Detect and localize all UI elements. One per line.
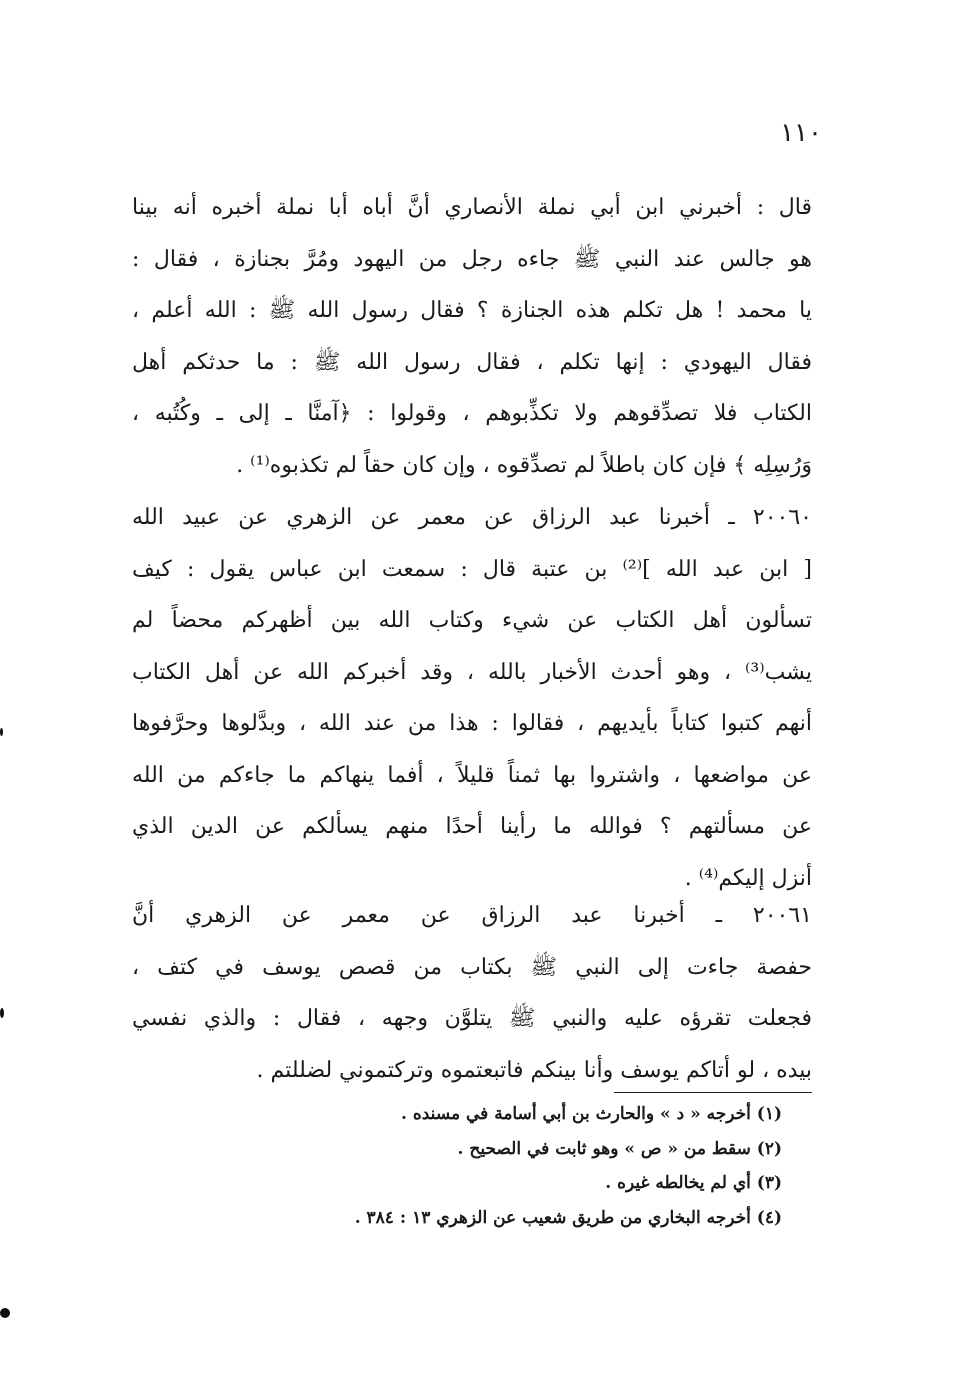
text-line: حفصة جاءت إلى النبي ﷺ بكتاب من قصص يوسف في كتف ،	[132, 954, 812, 980]
scan-speck	[0, 1308, 10, 1318]
text-line: قال : أخبرني ابن أبي نملة الأنصاري أنَّ أباه أبا نملة أخبره أنه بينا	[132, 195, 812, 220]
text-line: يا محمد ! هل تكلم هذه الجنازة ؟ فقال رسول الله ﷺ : الله أعلم ،	[132, 298, 812, 323]
footnote-4: (٤) أخرجه البخاري من طريق شعيب عن الزهري ١٣ : ٣٨٤ .	[354, 1207, 782, 1228]
scan-speck	[0, 728, 3, 736]
text-line: تسألون أهل الكتاب عن شيء وكتاب الله بين أظهركم محضاً لم	[132, 608, 812, 633]
footnote-2: (٢) سقط من « ص » وهو ثابت في الصحيح .	[457, 1138, 782, 1159]
text-line: ٢٠٠٦٠ ـ أخبرنا عبد الرزاق عن معمر عن الزهري عن عبيد الله	[132, 505, 812, 530]
hadith-paragraph-20060	[132, 492, 812, 904]
text-line: هو جالس عند النبي ﷺ جاءه رجل من اليهود ومُرَّ بجنازة ، فقال :	[132, 246, 812, 272]
text-line: [ ابن عبد الله ]⁽²⁾ بن عتبة قال : سمعت ابن عباس يقول : كيف	[132, 556, 812, 582]
footnotes	[162, 1097, 782, 1235]
text-line: بيده ، لو أتاكم يوسف وأنا بينكم فاتبعتموه وتركتموني لضللتم .	[256, 1057, 812, 1083]
footnote-1: (١) أخرجه « د » والحارث بن أبي أسامة في مسنده .	[401, 1104, 782, 1124]
text-line: فجعلت تقرؤه عليه والنبي ﷺ يتلوَّن وجهه ، فقال : والذي نفسي	[132, 1006, 812, 1031]
text-line: ٢٠٠٦١ ـ أخبرنا عبد الرزاق عن معمر عن الزهري أنَّ	[132, 903, 812, 928]
text-line: أنزل إليكم⁽⁴⁾ .	[684, 865, 812, 891]
text-line: الكتاب فلا تصدِّقوهم ولا تكذِّبوهم ، وقولوا : ﴿آمنَّا ـ إلى ـ وكُتُبه ،	[132, 401, 812, 426]
footnote-3: (٣) أي لم يخالطه غيره .	[605, 1173, 782, 1193]
text-line: وَرُسِلِه ﴾ فإن كان باطلاً لم تصدِّقوه ، وإن كان حقاً لم تكذبوه⁽¹⁾ .	[236, 452, 812, 478]
scan-speck	[0, 1008, 4, 1018]
text-line: عن مواضعها ، واشتروا بها ثمناً قليلاً ، أفما ينهاكم ما جاءكم من الله	[132, 762, 812, 788]
hadith-paragraph-intro	[132, 182, 812, 491]
hadith-paragraph-20061	[132, 890, 812, 1096]
text-line: فقال اليهودي : إنها تكلم ، فقال رسول الله ﷺ : ما حدثكم أهل	[132, 349, 812, 375]
text-line: عن مسألتهم ؟ فوالله ما رأينا أحدًا منهم يسألكم عن الدين الذي	[132, 814, 812, 839]
footnote-divider	[614, 1092, 812, 1093]
page-number: ١١٠	[780, 118, 822, 148]
text-line: أنهم كتبوا كتاباً بأيديهم ، فقالوا : هذا من عند الله ، وبدَّلوها وحرَّفوها	[132, 711, 812, 736]
text-line: يشب⁽³⁾ ، وهو أحدث الأخبار بالله ، وقد أخبركم الله عن أهل الكتاب	[132, 659, 812, 685]
